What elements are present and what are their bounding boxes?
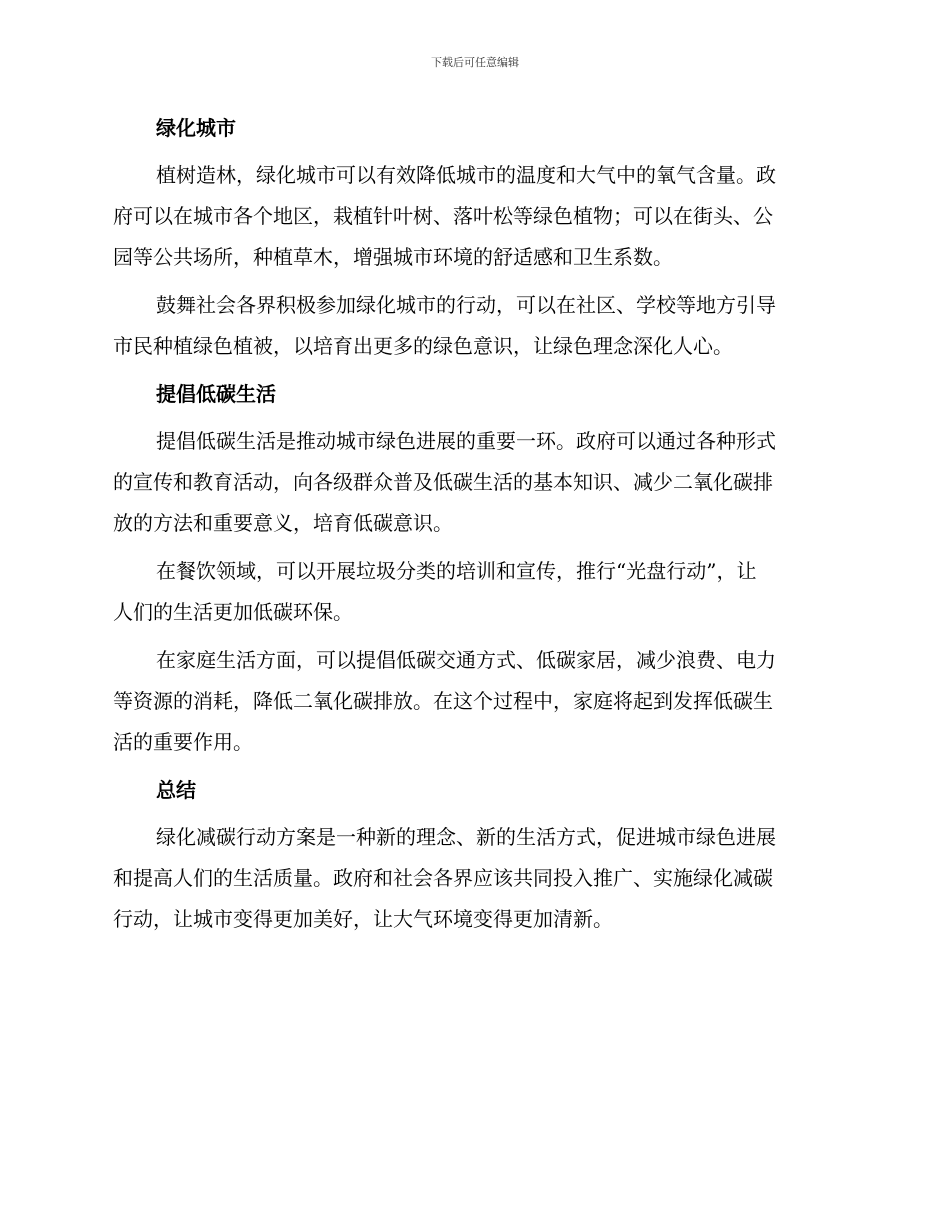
paragraph [113, 421, 833, 544]
paragraph-line: 放的方法和重要意义，培育低碳意识。 [113, 511, 453, 535]
paragraph [113, 155, 833, 278]
page-header: 下载后可任意编辑 [431, 56, 519, 69]
paragraph-line: 市民种植绿色植被，以培育出更多的绿色意识，让绿色理念深化人心。 [113, 334, 733, 358]
paragraph [113, 285, 833, 367]
paragraph [113, 817, 833, 940]
document-body [113, 108, 833, 947]
paragraph-line: 在餐饮领域，可以开展垃圾分类的培训和宣传，推行“光盘行动”，让 [156, 559, 757, 583]
paragraph-line: 行动，让城市变得更加美好，让大气环境变得更加清新。 [113, 907, 613, 931]
paragraph-line: 绿化减碳行动方案是一种新的理念、新的生活方式，促进城市绿色进展 [156, 825, 776, 849]
paragraph-line: 等资源的消耗，降低二氧化碳排放。在这个过程中，家庭将起到发挥低碳生 [113, 689, 773, 713]
paragraph-line: 鼓舞社会各界积极参加绿化城市的行动，可以在社区、学校等地方引导 [156, 293, 776, 317]
section-heading: 绿化城市 [156, 116, 236, 140]
section-heading: 提倡低碳生活 [156, 382, 276, 406]
paragraph-line: 和提高人们的生活质量。政府和社会各界应该共同投入推广、实施绿化减碳 [113, 866, 773, 890]
paragraph [113, 640, 833, 763]
paragraph-line: 在家庭生活方面，可以提倡低碳交通方式、低碳家居，减少浪费、电力 [156, 648, 776, 672]
paragraph-line: 人们的生活更加低碳环保。 [113, 600, 353, 624]
paragraph [113, 551, 833, 633]
paragraph-line: 府可以在城市各个地区，栽植针叶树、落叶松等绿色植物；可以在街头、公 [113, 204, 773, 228]
paragraph-line: 植树造林，绿化城市可以有效降低城市的温度和大气中的氧气含量。政 [156, 163, 776, 187]
paragraph-line: 园等公共场所，种植草木，增强城市环境的舒适感和卫生系数。 [113, 245, 673, 269]
paragraph-line: 提倡低碳生活是推动城市绿色进展的重要一环。政府可以通过各种形式 [156, 429, 776, 453]
paragraph-line: 活的重要作用。 [113, 730, 253, 754]
section-heading: 总结 [156, 778, 196, 802]
paragraph-line: 的宣传和教育活动，向各级群众普及低碳生活的基本知识、减少二氧化碳排 [113, 470, 773, 494]
